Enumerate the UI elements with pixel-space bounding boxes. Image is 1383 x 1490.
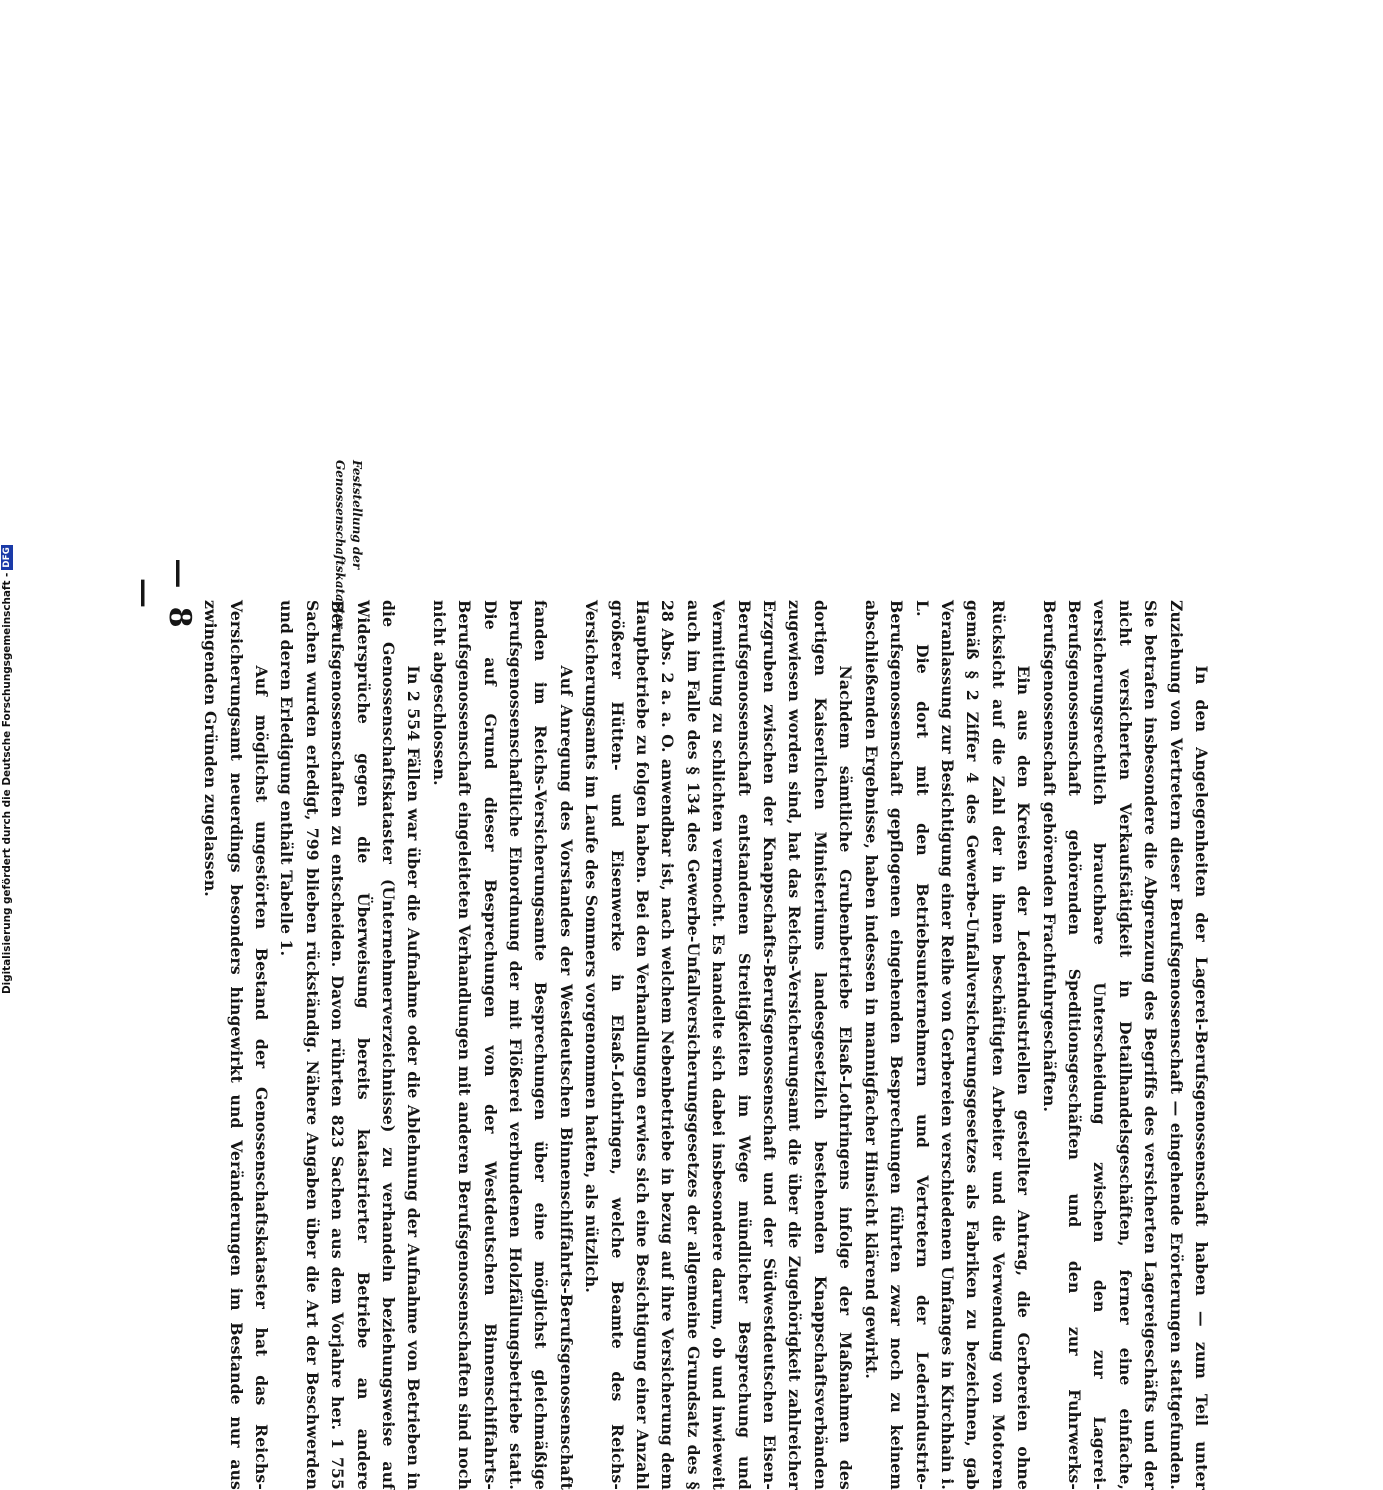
credit-text: Digitalisierung gefördert durch die Deutsche Forschungsgemeinschaft - [1,572,13,994]
dfg-logo: DFG [2,546,12,568]
digitization-credit [0,0,14,994]
page-number: — 8 — [127,558,197,632]
paragraph: Ein aus den Kreisen der Lederindustriellen gestellter Antrag, die Gerbereien ohne Rücksicht auf die Zahl der in ihnen beschäftigten Arbeiter und die Verwendung von Motoren gemäß § 2 Ziffer 4 des Gewerbe-Unfallversicherungsgesetzes als Fabriken zu bezeichnen, gab Veranlassung zur Besichtigung einer Reihe von Gerbereien verschiedenen Umfanges in Kirchhain i. L. Die dort mit den Betriebsunternehmern und Vertretern der Lederindustrie-Berufsgenossenschaft gepflogenen eingehenden Besprechungen führten zwar noch zu keinem abschließenden Ergebnisse, haben indessen in mannigfacher Hinsicht klärend gewirkt. [861,600,1034,1490]
paragraph: Auf möglichst ungestörten Bestand der Genossenschaftskataster hat das Reichs-Versicherungsamt neuerdings besonders hingewirkt und Veränderungen im Bestande nur aus zwingenden Gründen zugelassen. [201,600,271,1490]
paragraph: In 2 554 Fällen war über die Aufnahme oder die Ablehnung der Aufnahme von Betrieben in die Genossenschaftskataster (Unternehmerverzeichnisse) zu verhandeln beziehungsweise auf Widersprüche gegen die Überweisung bereits katastrierter Betriebe an andere Berufsgenossenschaften zu entscheiden. Davon rührten 823 Sachen aus dem Vorjahre her. 1 755 Sachen wurden erledigt, 799 blieben rückständig. Nähere Angaben über die Art der Beschwerden und deren Erledigung enthält Tabelle 1. [277,600,424,1490]
body-text [198,600,1214,1490]
marginal-note: Feststellung der Genossenschaftskataster. [333,460,364,632]
paragraph: Nachdem sämtliche Grubenbetriebe Elsaß-Lothringens infolge der Maßnahmen des dortigen Kaiserlichen Ministeriums landesgesetzlich bestehenden Knappschaftsverbänden zugewiesen worden sind, hat das Reichs-Versicherungsamt die über die Zugehörigkeit zahlreicher Erzgruben zwischen der Knappschafts-Berufsgenossenschaft und der Südwestdeutschen Eisen-Berufsgenossenschaft entstandenen Streitigkeiten im Wege mündlicher Besprechung und Vermittlung zu schlichten vermocht. Es handelte sich dabei insbesondere darum, ob und inwieweit auch im Falle des § 134 des Gewerbe-Unfallversicherungsgesetzes der allgemeine Grundsatz des § 28 Abs. 2 a. a. O. anwendbar ist, nach welchem Nebenbetriebe in bezug auf ihre Versicherung dem Hauptbetriebe zu folgen haben. Bei den Verhandlungen erwies sich eine Besichtigung einer Anzahl größerer Hütten- und Eisenwerke in Elsaß-Lothringen, welche Beamte des Reichs-Versicherungsamts im Laufe des Sommers vorgenommen hatten, als nützlich. [582,600,856,1490]
paragraph: In den Angelegenheiten der Lagerei-Berufsgenossenschaft haben — zum Teil unter Zuziehung von Vertretern dieser Berufsgenossenschaft — eingehende Erörterungen stattgefunden. Sie betrafen insbesondere die Abgrenzung des Begriffs des versicherten Lagereigeschäfts und der nicht versicherten Verkaufstätigkeit in Detailhandelsgeschäften, ferner eine einfache, versicherungsrechtlich brauchbare Unterscheidung zwischen den zur Lagerei-Berufsgenossenschaft gehörenden Speditionsgeschäften und den zur Fuhrwerks-Berufsgenossenschaft gehörenden Frachtfuhrgeschäften. [1039,600,1211,1490]
paragraph: Auf Anregung des Vorstandes der Westdeutschen Binnenschiffahrts-Berufsgenossenschaft fanden im Reichs-Versicherungsamte Besprechungen über eine möglichst gleichmäßige berufsgenossenschaftliche Einordnung der mit Flößerei verbundenen Holzfällungsbetriebe statt. Die auf Grund dieser Besprechungen von der Westdeutschen Binnenschiffahrts-Berufsgenossenschaft eingeleiteten Verhandlungen mit anderen Berufsgenossenschaften sind noch nicht abgeschlossen. [429,600,576,1490]
rotated-page [127,300,1215,1490]
